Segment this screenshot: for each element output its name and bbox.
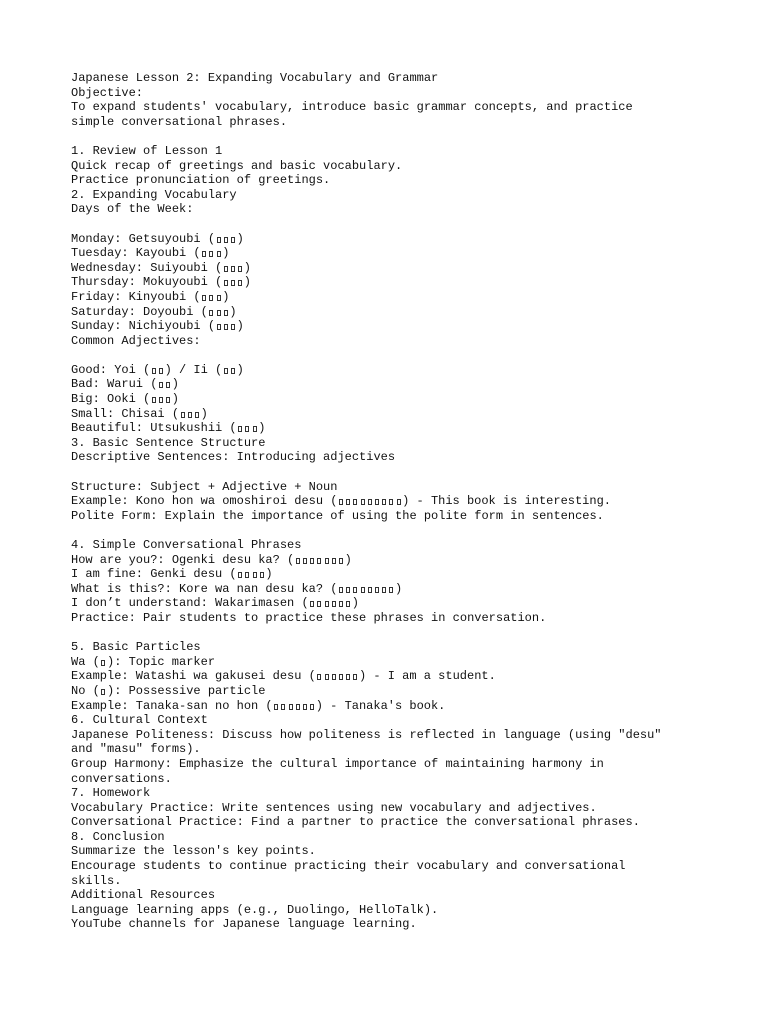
missing-glyph-box <box>188 412 192 418</box>
section-heading-structure: 3. Basic Sentence Structure <box>71 435 266 450</box>
spacer <box>71 217 731 232</box>
culture-line: Group Harmony: Emphasize the cultural importance of maintaining harmony in <box>71 756 604 771</box>
adjective-item <box>71 392 731 407</box>
missing-glyph-box <box>217 237 221 243</box>
missing-glyph-box <box>231 237 235 243</box>
missing-glyph-box <box>231 324 235 330</box>
spacer <box>71 523 731 538</box>
missing-glyph-box <box>346 587 350 593</box>
missing-glyph-box <box>202 251 206 257</box>
line-text: Thursday: Mokuyoubi ( <box>71 275 223 290</box>
missing-glyph-box <box>339 587 343 593</box>
conclusion-line: Encourage students to continue practicing their vocabulary and conversational <box>71 859 626 874</box>
section-heading-culture: 6. Cultural Context <box>71 713 208 728</box>
line-text: Beautiful: Utsukushii ( <box>71 421 237 436</box>
line-text: ) <box>236 231 244 246</box>
missing-glyph-box <box>296 704 300 710</box>
line-text: ) <box>243 275 251 290</box>
missing-glyph-box <box>253 572 257 578</box>
phrase-item <box>71 553 731 568</box>
missing-glyph-box <box>152 397 156 403</box>
objective-line: simple conversational phrases. <box>71 114 288 129</box>
document-page <box>71 71 731 932</box>
line-text: ): Possessive particle <box>107 683 266 698</box>
missing-glyph-box <box>231 368 235 374</box>
missing-glyph-box <box>245 426 249 432</box>
missing-glyph-box <box>332 558 336 564</box>
line-text: Wednesday: Suiyoubi ( <box>71 260 223 275</box>
missing-glyph-box <box>339 601 343 607</box>
missing-glyph-box <box>339 558 343 564</box>
line-text: ) <box>200 406 208 421</box>
missing-glyph-box <box>332 674 336 680</box>
missing-glyph-box <box>181 412 185 418</box>
missing-glyph-box <box>310 601 314 607</box>
missing-glyph-box <box>361 587 365 593</box>
spacer <box>71 626 731 641</box>
culture-line: and "masu" forms). <box>71 742 201 757</box>
line-text: ) <box>171 392 179 407</box>
phrase-item <box>71 582 731 597</box>
spacer <box>71 465 731 480</box>
line-text: ) <box>236 362 244 377</box>
conclusion-line: skills. <box>71 873 122 888</box>
line-text: I am fine: Genki desu ( <box>71 567 237 582</box>
missing-glyph-box <box>209 310 213 316</box>
line-text: ) <box>344 552 352 567</box>
section-heading-resources: Additional Resources <box>71 888 216 903</box>
line-text: ) <box>351 596 359 611</box>
line-text: No ( <box>71 683 100 698</box>
line-text: Tuesday: Kayoubi ( <box>71 246 201 261</box>
missing-glyph-box <box>253 426 257 432</box>
line-text: Good: Yoi ( <box>71 362 151 377</box>
line-text: ) - I am a student. <box>358 669 496 684</box>
missing-glyph-box <box>260 572 264 578</box>
line-text: What is this?: Kore wa nan desu ka? ( <box>71 581 338 596</box>
line-text: Example: Kono hon wa omoshiroi desu ( <box>71 494 338 509</box>
missing-glyph-box <box>317 601 321 607</box>
line-text: ) / Ii ( <box>164 362 223 377</box>
missing-glyph-box <box>245 572 249 578</box>
missing-glyph-box <box>224 324 228 330</box>
missing-glyph-box <box>339 499 343 505</box>
missing-glyph-box <box>159 368 163 374</box>
resources-line: Language learning apps (e.g., Duolingo, HelloTalk). <box>71 902 439 917</box>
missing-glyph-box <box>382 587 386 593</box>
day-item <box>71 305 731 320</box>
section-heading-phrases: 4. Simple Conversational Phrases <box>71 538 302 552</box>
missing-glyph-box <box>353 499 357 505</box>
phrase-item <box>71 567 731 582</box>
homework-line: Vocabulary Practice: Write sentences using new vocabulary and adjectives. <box>71 800 597 815</box>
missing-glyph-box <box>375 587 379 593</box>
line-text: Monday: Getsuyoubi ( <box>71 231 216 246</box>
spacer <box>71 348 731 363</box>
missing-glyph-box <box>368 587 372 593</box>
line-text: I don’t understand: Wakarimasen ( <box>71 596 309 611</box>
missing-glyph-box <box>289 704 293 710</box>
section-heading-homework: 7. Homework <box>71 786 151 801</box>
missing-glyph-box <box>303 704 307 710</box>
day-item <box>71 261 731 276</box>
missing-glyph-box <box>325 558 329 564</box>
section-heading-particles: 5. Basic Particles <box>71 640 201 655</box>
missing-glyph-box <box>202 295 206 301</box>
missing-glyph-box <box>152 368 156 374</box>
missing-glyph-box <box>238 572 242 578</box>
line-text: How are you?: Ogenki desu ka? ( <box>71 552 295 567</box>
missing-glyph-box <box>224 310 228 316</box>
adjective-item <box>71 363 731 378</box>
missing-glyph-box <box>231 280 235 286</box>
review-line: Quick recap of greetings and basic vocabulary. <box>71 158 403 173</box>
missing-glyph-box <box>368 499 372 505</box>
missing-glyph-box <box>317 674 321 680</box>
missing-glyph-box <box>238 280 242 286</box>
missing-glyph-box <box>303 558 307 564</box>
objective-label: Objective: <box>71 85 144 100</box>
missing-glyph-box <box>159 382 163 388</box>
adjective-item <box>71 377 731 392</box>
missing-glyph-box <box>353 674 357 680</box>
line-text: Big: Ooki ( <box>71 392 151 407</box>
missing-glyph-box <box>224 368 228 374</box>
missing-glyph-box <box>238 426 242 432</box>
missing-glyph-box <box>217 310 221 316</box>
missing-glyph-box <box>389 587 393 593</box>
line-text: ) <box>222 289 230 304</box>
adjective-item <box>71 421 731 436</box>
line-text: ) <box>258 421 266 436</box>
culture-line: conversations. <box>71 771 172 786</box>
day-item <box>71 319 731 334</box>
missing-glyph-box <box>339 674 343 680</box>
resources-line: YouTube channels for Japanese language learning. <box>71 917 417 932</box>
section-heading-vocab: 2. Expanding Vocabulary <box>71 187 237 202</box>
review-line: Practice pronunciation of greetings. <box>71 173 331 188</box>
line-text: ) <box>243 260 251 275</box>
missing-glyph-box <box>346 674 350 680</box>
missing-glyph-box <box>217 324 221 330</box>
line-text: Sunday: Nichiyoubi ( <box>71 319 216 334</box>
line-text: Example: Tanaka-san no hon ( <box>71 698 273 713</box>
line-text: Small: Chisai ( <box>71 406 180 421</box>
structure-line: Structure: Subject + Adjective + Noun <box>71 479 338 494</box>
line-text: Friday: Kinyoubi ( <box>71 289 201 304</box>
days-label: Days of the Week: <box>71 202 194 217</box>
line-text: ) <box>236 319 244 334</box>
day-item <box>71 246 731 261</box>
line-text: ) <box>265 567 273 582</box>
polite-line: Polite Form: Explain the importance of using the polite form in sentences. <box>71 508 604 523</box>
objective-line: To expand students' vocabulary, introduce basic grammar concepts, and practice <box>71 100 633 115</box>
missing-glyph-box <box>325 674 329 680</box>
missing-glyph-box <box>310 704 314 710</box>
line-text: Saturday: Doyoubi ( <box>71 304 208 319</box>
line-text: Example: Watashi wa gakusei desu ( <box>71 669 316 684</box>
day-item <box>71 275 731 290</box>
line-text: Wa ( <box>71 654 100 669</box>
structure-example <box>71 494 731 509</box>
particle-wa <box>71 655 731 670</box>
missing-glyph-box <box>231 266 235 272</box>
missing-glyph-box <box>195 412 199 418</box>
missing-glyph-box <box>325 601 329 607</box>
missing-glyph-box <box>296 558 300 564</box>
missing-glyph-box <box>346 499 350 505</box>
adjective-item <box>71 407 731 422</box>
descriptive-line: Descriptive Sentences: Introducing adjectives <box>71 450 396 465</box>
missing-glyph-box <box>317 558 321 564</box>
missing-glyph-box <box>101 660 105 666</box>
line-text: ): Topic marker <box>107 654 216 669</box>
missing-glyph-box <box>166 397 170 403</box>
particle-no-example <box>71 699 731 714</box>
line-text: ) <box>229 304 237 319</box>
section-heading-review: 1. Review of Lesson 1 <box>71 143 223 158</box>
missing-glyph-box <box>238 266 242 272</box>
line-text: ) <box>394 581 403 596</box>
homework-line: Conversational Practice: Find a partner to practice the conversational phrases. <box>71 815 640 830</box>
missing-glyph-box <box>332 601 336 607</box>
adjectives-list <box>71 363 731 436</box>
missing-glyph-box <box>281 704 285 710</box>
section-heading-conclusion: 8. Conclusion <box>71 829 165 844</box>
missing-glyph-box <box>209 295 213 301</box>
phrase-item <box>71 596 731 611</box>
line-text: ) <box>222 246 230 261</box>
adjectives-label: Common Adjectives: <box>71 333 201 348</box>
day-item <box>71 290 731 305</box>
missing-glyph-box <box>217 295 221 301</box>
conclusion-line: Summarize the lesson's key points. <box>71 844 316 859</box>
missing-glyph-box <box>389 499 393 505</box>
document-title: Japanese Lesson 2: Expanding Vocabulary and Grammar <box>71 71 439 85</box>
phrases-list <box>71 553 731 611</box>
missing-glyph-box <box>346 601 350 607</box>
spacer <box>71 129 731 144</box>
particle-no <box>71 684 731 699</box>
line-text: Bad: Warui ( <box>71 377 158 392</box>
missing-glyph-box <box>353 587 357 593</box>
missing-glyph-box <box>209 251 213 257</box>
missing-glyph-box <box>224 237 228 243</box>
missing-glyph-box <box>382 499 386 505</box>
missing-glyph-box <box>375 499 379 505</box>
missing-glyph-box <box>224 280 228 286</box>
missing-glyph-box <box>166 382 170 388</box>
particle-wa-example <box>71 669 731 684</box>
day-item <box>71 232 731 247</box>
culture-line: Japanese Politeness: Discuss how politeness is reflected in language (using "desu" <box>71 727 662 742</box>
missing-glyph-box <box>397 499 401 505</box>
missing-glyph-box <box>274 704 278 710</box>
line-text: ) - Tanaka's book. <box>315 698 446 713</box>
phrases-practice: Practice: Pair students to practice these phrases in conversation. <box>71 610 547 625</box>
days-list <box>71 232 731 334</box>
missing-glyph-box <box>224 266 228 272</box>
line-text: ) <box>171 377 179 392</box>
missing-glyph-box <box>159 397 163 403</box>
missing-glyph-box <box>361 499 365 505</box>
missing-glyph-box <box>310 558 314 564</box>
missing-glyph-box <box>101 689 105 695</box>
missing-glyph-box <box>217 251 221 257</box>
line-text: ) - This book is interesting. <box>402 494 611 509</box>
